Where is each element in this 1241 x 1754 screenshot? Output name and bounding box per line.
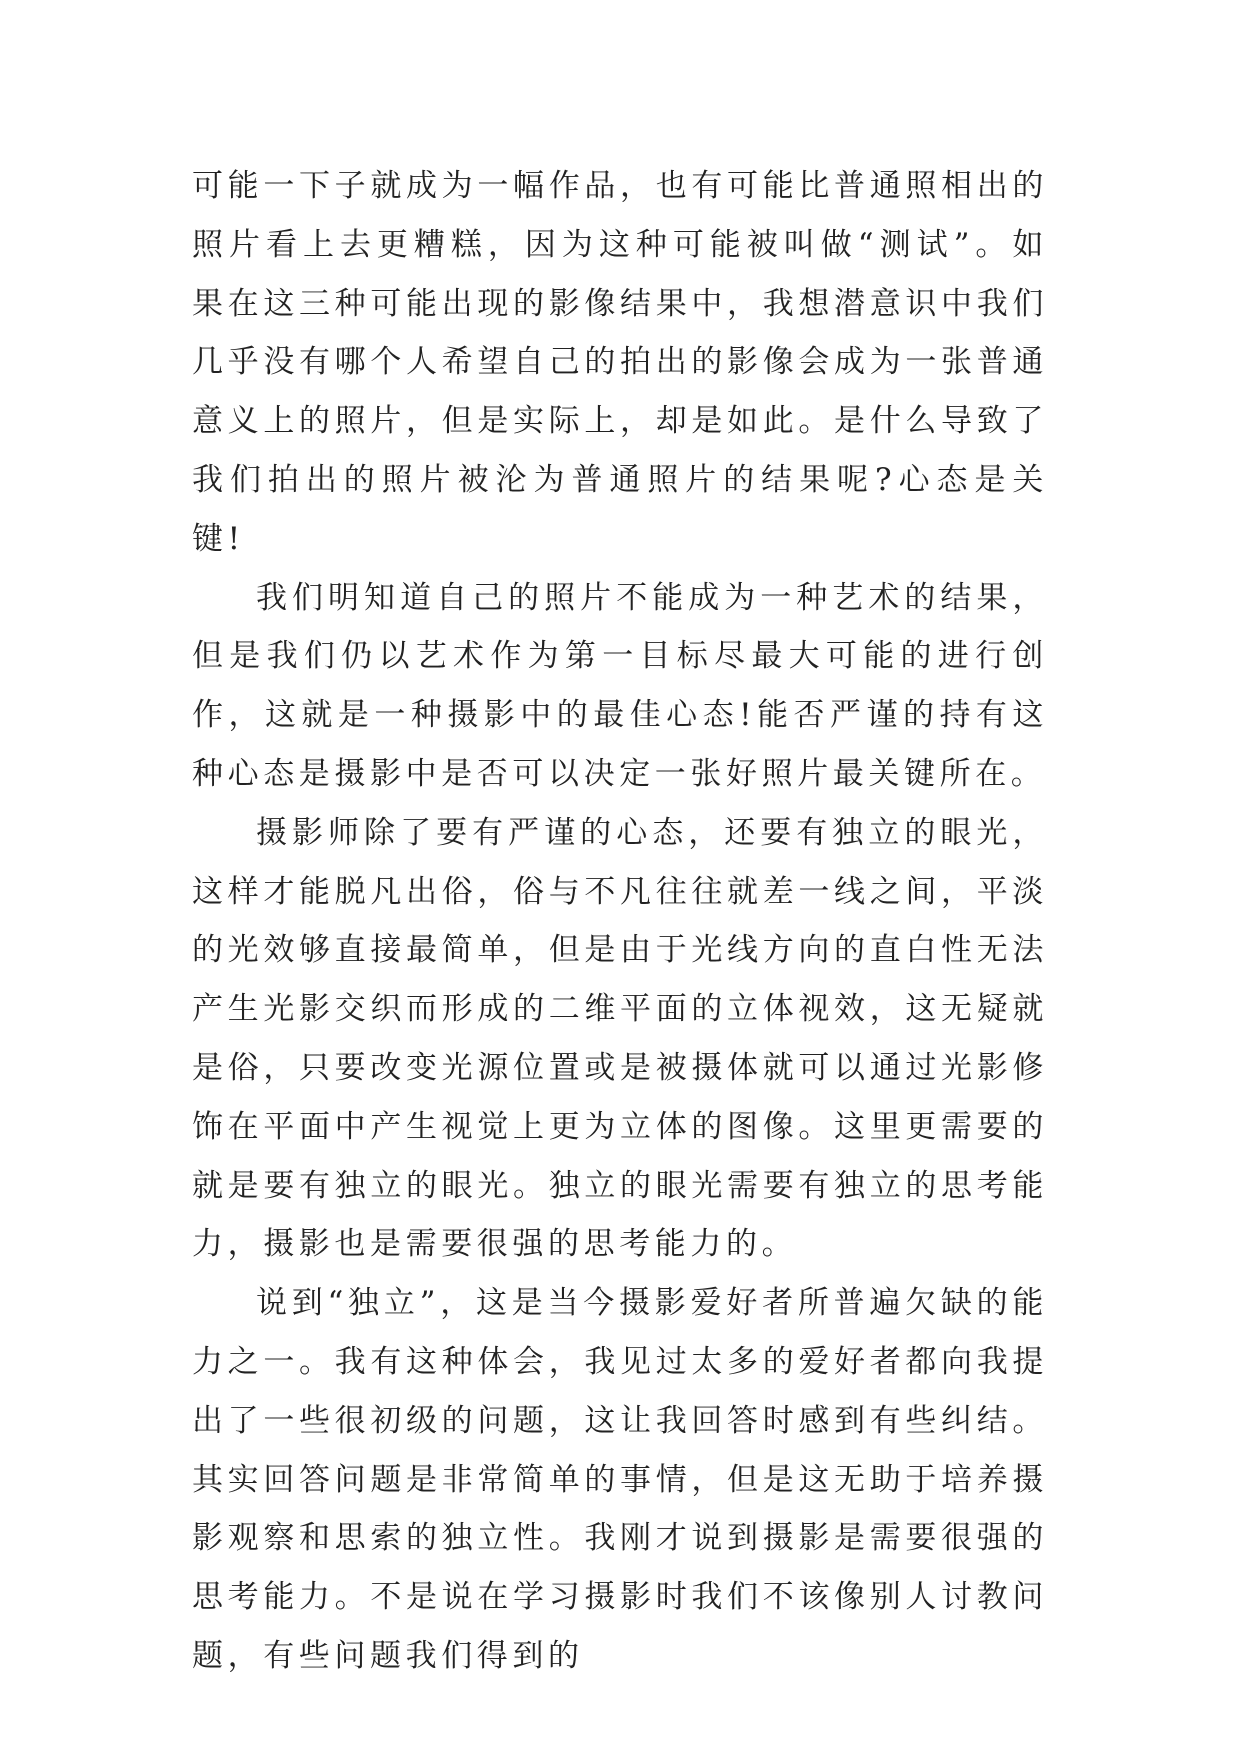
paragraph-1: 可能一下子就成为一幅作品，也有可能比普通照相出的照片看上去更糟糕，因为这种可能被叫做“测试”。如果在这三种可能出现的影像结果中，我想潜意识中我们几乎没有哪个人希望自己的拍出的影像会成为一张普通意义上的照片，但是实际上，却是如此。是什么导致了我们拍出的照片被沦为普通照片的结果呢?心态是关键! bbox=[192, 168, 1048, 557]
body-text bbox=[192, 157, 1048, 1686]
paragraph-3: 摄影师除了要有严谨的心态，还要有独立的眼光，这样才能脱凡出俗，俗与不凡往往就差一线之间，平淡的光效够直接最简单，但是由于光线方向的直白性无法产生光影交织而形成的二维平面的立体视效，这无疑就是俗，只要改变光源位置或是被摄体就可以通过光影修饰在平面中产生视觉上更为立体的图像。这里更需要的就是要有独立的眼光。独立的眼光需要有独立的思考能力，摄影也是需要很强的思考能力的。 bbox=[192, 814, 1048, 1263]
paragraph-2: 我们明知道自己的照片不能成为一种艺术的结果，但是我们仍以艺术作为第一目标尽最大可能的进行创作，这就是一种摄影中的最佳心态!能否严谨的持有这种心态是摄影中是否可以决定一张好照片最关键所在。 bbox=[192, 579, 1048, 792]
paragraph-4: 说到“独立”，这是当今摄影爱好者所普遍欠缺的能力之一。我有这种体会，我见过太多的爱好者都向我提出了一些很初级的问题，这让我回答时感到有些纠结。其实回答问题是非常简单的事情，但是这无助于培养摄影观察和思索的独立性。我刚才说到摄影是需要很强的思考能力。不是说在学习摄影时我们不该像别人讨教问题，有些问题我们得到的 bbox=[192, 1285, 1048, 1674]
